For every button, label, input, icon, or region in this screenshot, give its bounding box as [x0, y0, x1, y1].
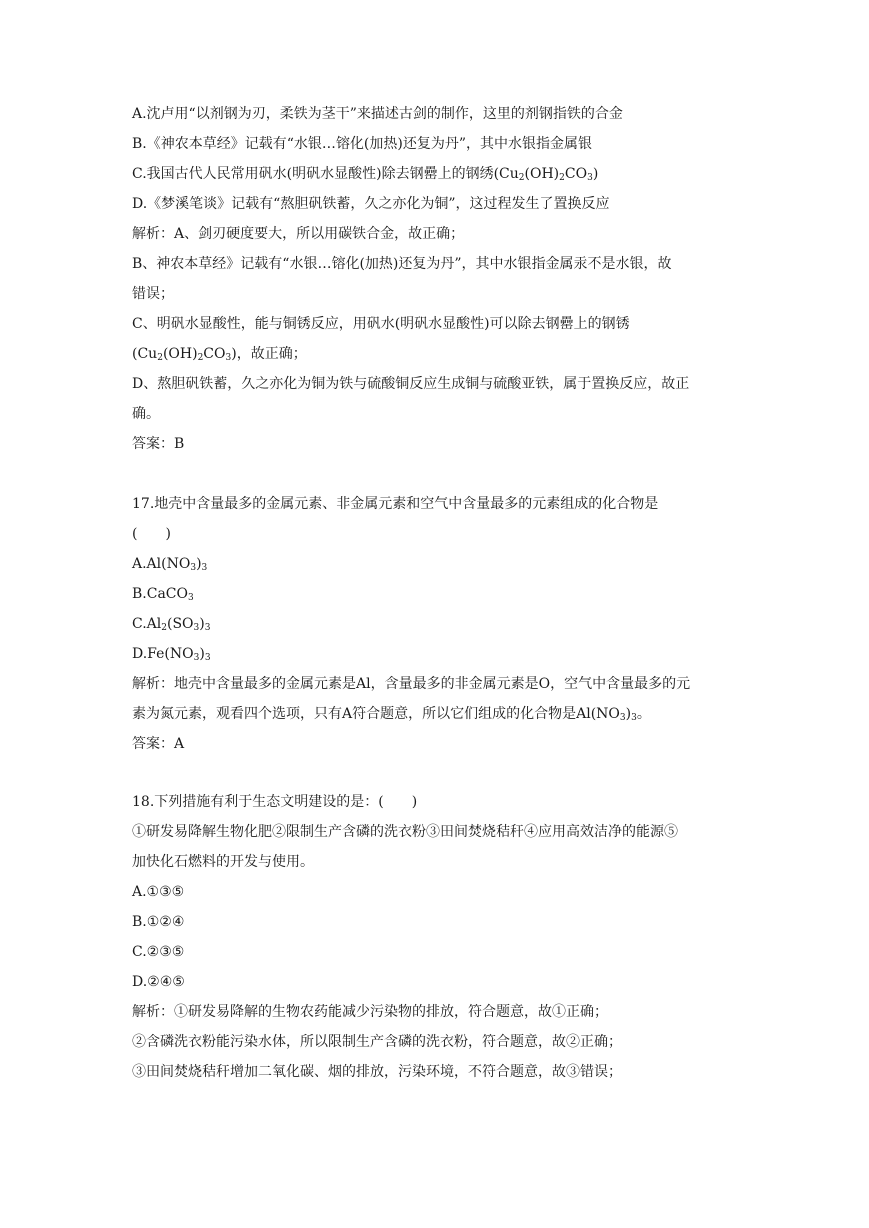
- q16-option-d: D.《梦溪笔谈》记载有“熬胆矾铁蓄，久之亦化为铜”，这过程发生了置换反应: [132, 196, 610, 212]
- q18-analysis-line: ③田间焚烧秸秆增加二氧化碳、烟的排放，污染环境，不符合题意，故③错误；: [132, 1064, 622, 1080]
- q18-option-b: B.①②④: [132, 914, 185, 930]
- q16-option-a: A.沈卢用“以剂钢为刃，柔铁为茎干”来描述古剑的制作，这里的剂钢指铁的合金: [132, 106, 623, 122]
- q17-analysis-line: 解析：地壳中含量最多的金属元素是Al，含量最多的非金属元素是O，空气中含量最多的元: [132, 676, 691, 692]
- q17-analysis-line: 素为氮元素，观看四个选项，只有A符合题意，所以它们组成的化合物是$Al(NO_3)_3$。: [132, 706, 651, 723]
- q18-option-a: A.①③⑤: [132, 884, 185, 900]
- q17-option-a: $A.Al(NO_3)_3$: [132, 556, 208, 573]
- q18-analysis-line: ②含磷洗衣粉能污染水体，所以限制生产含磷的洗衣粉，符合题意，故②正确；: [132, 1034, 622, 1050]
- q18-option-c: C.②③⑤: [132, 944, 185, 960]
- q16-analysis-line: $(Cu_2(OH)_2CO_3)$，故正确；: [132, 346, 307, 363]
- q16-analysis-line: 解析：A、剑刃硬度要大，所以用碳铁合金，故正确；: [132, 226, 465, 242]
- q18-analysis-line: 解析：①研发易降解的生物农药能减少污染物的排放，符合题意，故①正确；: [132, 1004, 608, 1020]
- q18-items-line: 加快化石燃料的开发与使用。: [132, 854, 314, 870]
- q16-option-c: C.我国古代人民常用矾水(明矾水显酸性)除去钢罍上的钢绣$(Cu_2(OH)_2CO_3)$: [132, 166, 599, 183]
- q16-analysis-line: D、熬胆矾铁蓄，久之亦化为铜为铁与硫酸铜反应生成铜与硫酸亚铁，属于置换反应，故正: [132, 376, 690, 392]
- q17-option-d: $D.Fe(NO_3)_3$: [132, 646, 211, 663]
- q18-items-line: ①研发易降解生物化肥②限制生产含磷的洗衣粉③田间焚烧秸秆④应用高效洁净的能源⑤: [132, 824, 678, 840]
- q18-stem: 18.下列措施有利于生态文明建设的是：( ): [132, 794, 418, 810]
- q18-option-d: D.②④⑤: [132, 974, 185, 990]
- q16-analysis-line: C、明矾水显酸性，能与铜锈反应，用矾水(明矾水显酸性)可以除去钢罍上的钢锈: [132, 316, 630, 332]
- q16-analysis-line: B、神农本草经》记载有“水银…镕化(加热)还复为丹”，其中水银指金属汞不是水银，故: [132, 256, 672, 272]
- q17-answer: 答案：A: [132, 736, 185, 752]
- q16-option-b: B.《神农本草经》记载有“水银…镕化(加热)还复为丹”，其中水银指金属银: [132, 136, 592, 152]
- q17-blank: ( ): [132, 526, 171, 542]
- q17-option-b: B.CaCO$_3$: [132, 586, 194, 603]
- q16-analysis-line: 确。: [132, 406, 160, 422]
- q17-option-c: $C.Al_2(SO_3)_3$: [132, 616, 211, 633]
- q16-analysis-line: 错误；: [132, 286, 174, 302]
- q17-stem: 17.地壳中含量最多的金属元素、非金属元素和空气中含量最多的元素组成的化合物是: [132, 496, 659, 512]
- q16-answer: 答案：B: [132, 436, 185, 452]
